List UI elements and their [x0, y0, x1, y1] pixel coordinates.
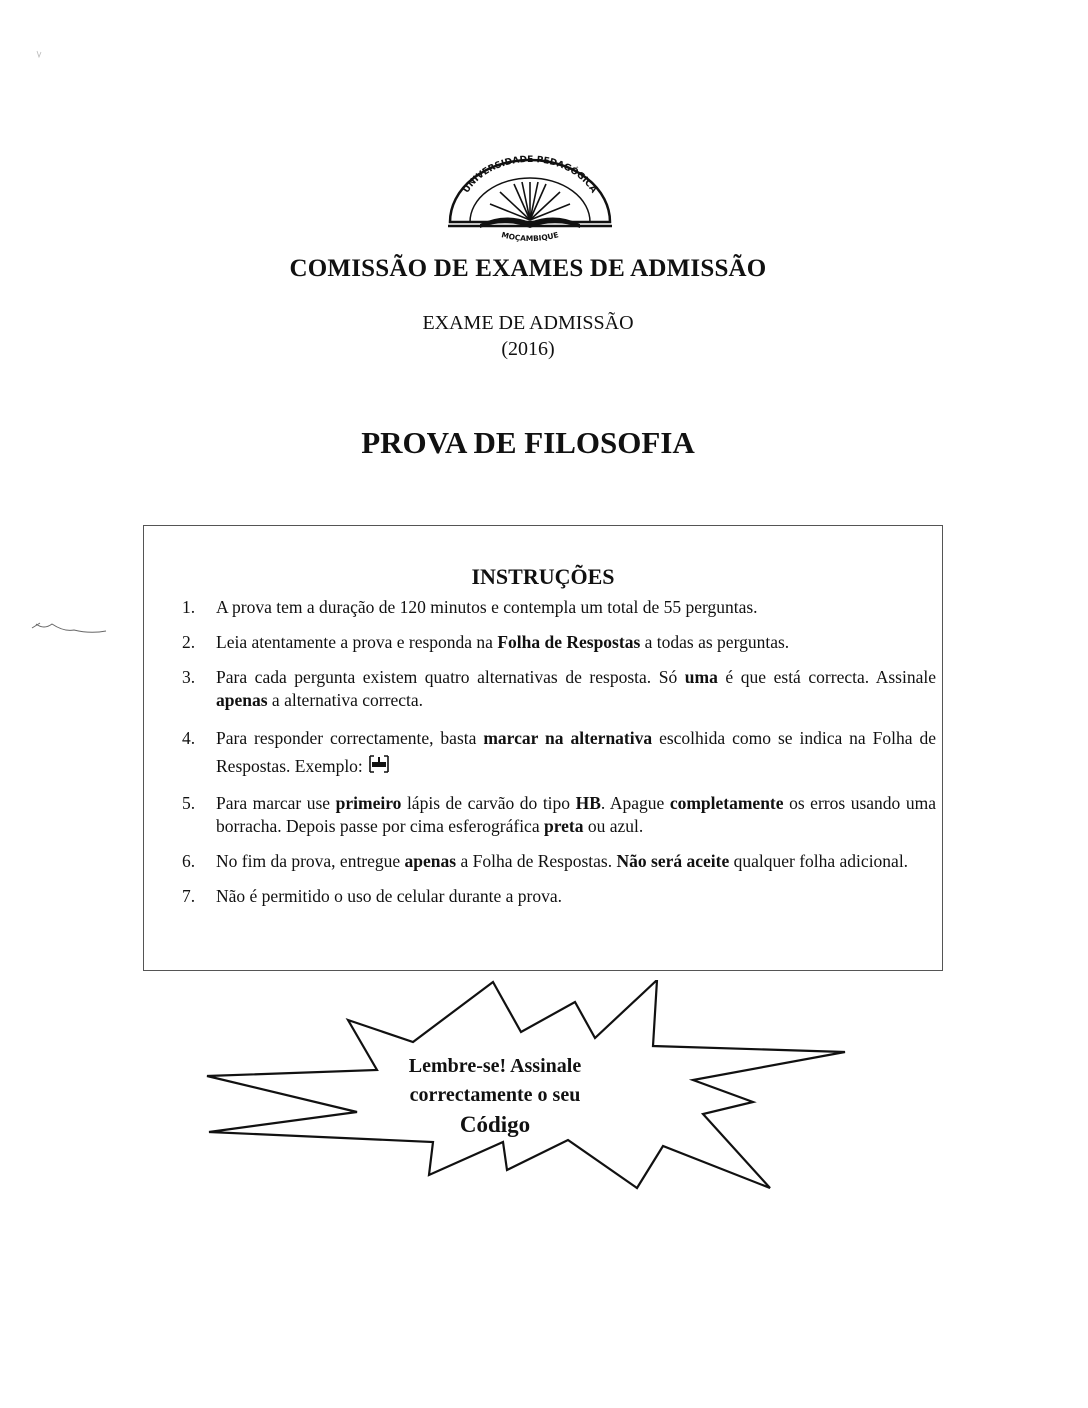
instruction-text: a alternativa correcta. [267, 690, 423, 710]
instructions-list [174, 596, 936, 920]
instruction-emphasis: completamente [669, 793, 784, 813]
instruction-emphasis: marcar na alternativa [483, 728, 653, 748]
instruction-text: lápis de carvão do tipo [401, 793, 576, 813]
seal-text-bottom: MOÇAMBIQUE [500, 230, 560, 244]
instruction-text: ou azul. [583, 816, 644, 836]
instruction-number: 6. [182, 851, 196, 871]
reminder-message [380, 1052, 610, 1139]
instruction-item [174, 885, 936, 908]
instruction-item [174, 850, 936, 873]
reminder-line-1: Lembre-se! Assinale [408, 1055, 582, 1077]
instruction-text: Não é permitido o uso de celular durante a prova. [216, 886, 562, 906]
instruction-emphasis: Não será aceite [616, 851, 730, 871]
svg-text:MOÇAMBIQUE [501, 230, 560, 243]
instruction-text: a Folha de Respostas. [456, 851, 617, 871]
instruction-text: Para marcar use [216, 793, 336, 813]
instruction-text: Para cada pergunta existem quatro alternativas de resposta. Só [216, 667, 685, 687]
instructions-title: INSTRUÇÕES [471, 564, 615, 589]
instruction-text: A prova tem a duração de 120 minutos e contempla um total de 55 perguntas. [216, 597, 758, 617]
instruction-text: escolhida como se indica na Folha de Respostas. Exemplo: [216, 728, 936, 776]
reminder-line-3: Código [459, 1112, 531, 1137]
exam-heading [0, 310, 1056, 362]
instruction-emphasis: HB [575, 793, 601, 813]
instruction-text: Leia atentamente a prova e responda na [216, 632, 498, 652]
instruction-text: os erros usando uma borracha. Depois passe por cima esferográfica [216, 793, 936, 836]
instruction-number: 7. [182, 886, 196, 906]
margin-scribble [30, 616, 110, 638]
instruction-emphasis: Folha de Respostas [497, 632, 641, 652]
instruction-text: No fim da prova, entregue [216, 851, 405, 871]
instruction-emphasis: apenas [404, 851, 457, 871]
reminder-line-2: correctamente o seu [409, 1084, 581, 1106]
instruction-number: 4. [182, 728, 196, 748]
exam-year: (2016) [501, 338, 555, 360]
instructions-box [143, 525, 943, 971]
instruction-item [174, 666, 936, 712]
instruction-item [174, 596, 936, 619]
instruction-item [174, 631, 936, 654]
university-seal-logo [440, 152, 620, 252]
instruction-item [174, 792, 936, 838]
instruction-number: 3. [182, 667, 196, 687]
filled-answer-mark-icon [367, 754, 391, 774]
instruction-text: é que está correcta. Assinale [717, 667, 936, 687]
instruction-number: 2. [182, 632, 196, 652]
subject-title: PROVA DE FILOSOFIA [361, 425, 695, 460]
instruction-text: . Apague [600, 793, 670, 813]
instruction-text: qualquer folha adicional. [729, 851, 909, 871]
instruction-emphasis: apenas [216, 690, 268, 710]
exam-title: EXAME DE ADMISSÃO [422, 312, 634, 334]
seal-text-top: UNIVERSIDADE PEDAGÓGICA [461, 154, 599, 196]
instruction-emphasis: uma [684, 667, 718, 687]
instruction-emphasis: primeiro [335, 793, 402, 813]
commission-title: COMISSÃO DE EXAMES DE ADMISSÃO [289, 255, 767, 282]
instruction-number: 1. [182, 597, 196, 617]
instruction-text: a todas as perguntas. [640, 632, 790, 652]
instruction-emphasis: preta [543, 816, 584, 836]
instruction-item [174, 724, 936, 780]
instruction-text: Para responder correctamente, basta [216, 728, 484, 748]
scan-mark [36, 50, 42, 58]
instruction-number: 5. [182, 793, 196, 813]
